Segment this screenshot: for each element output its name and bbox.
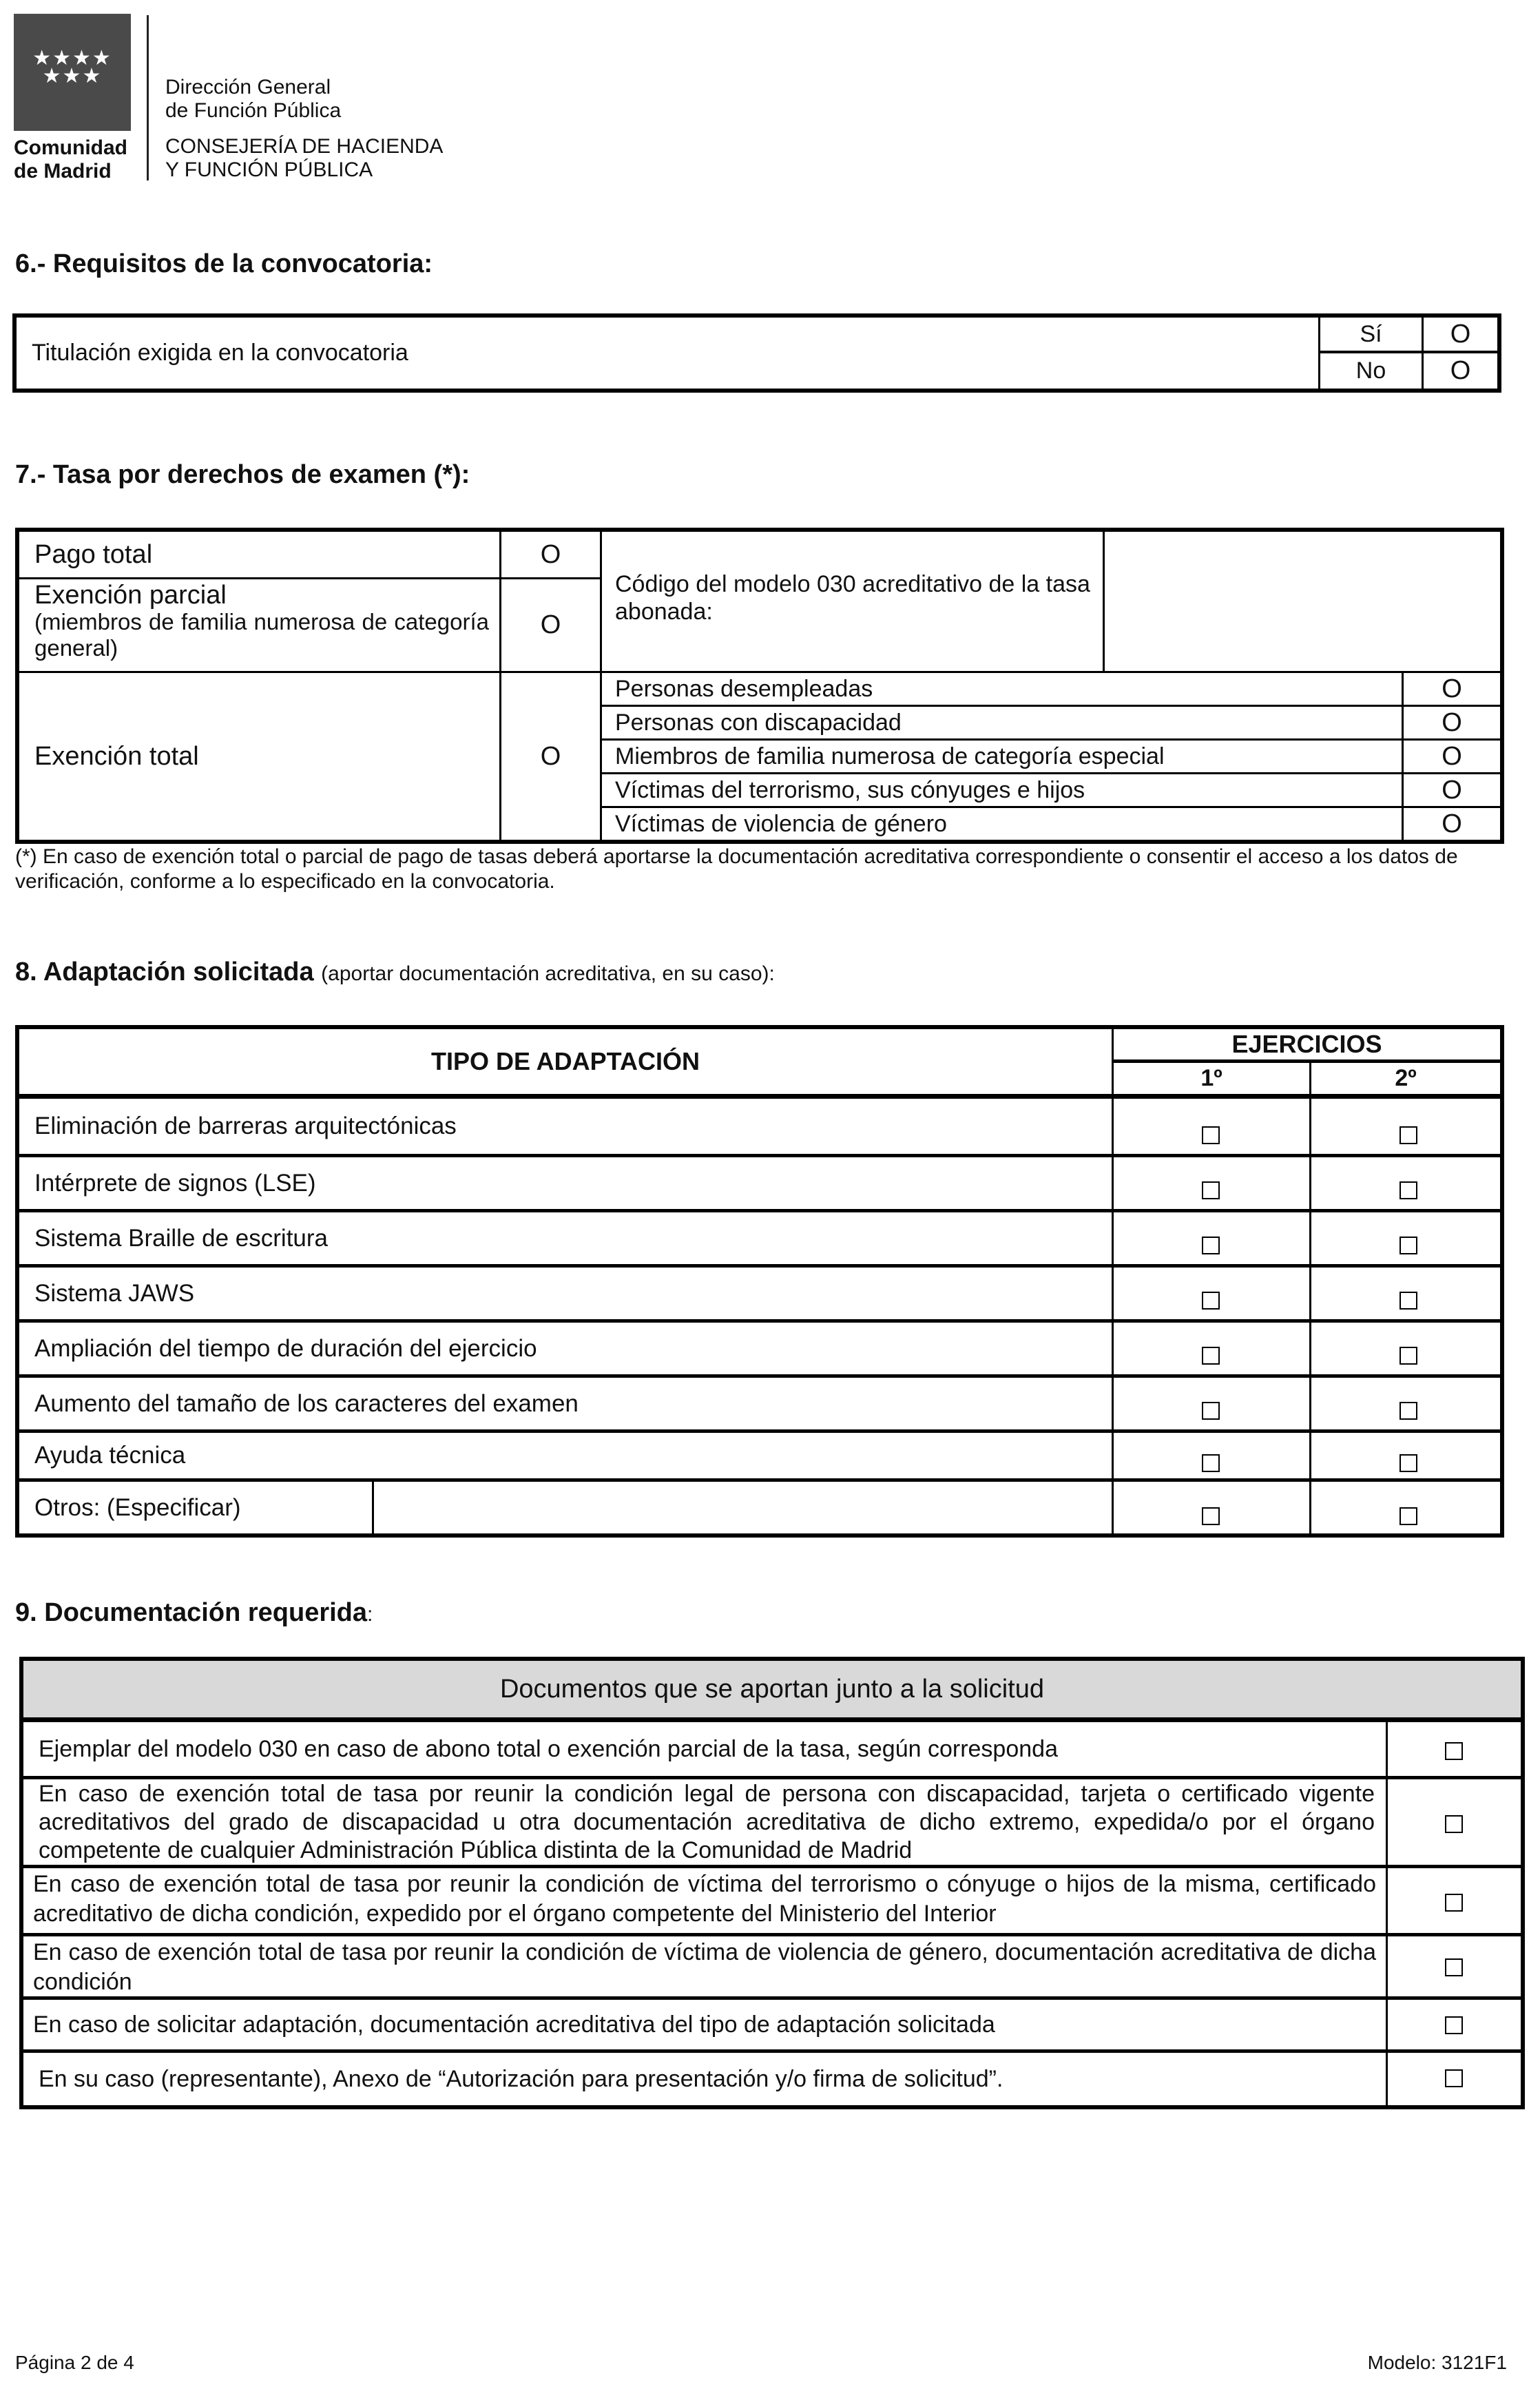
adaptacion-doc-checkbox[interactable] (1445, 2016, 1463, 2034)
terrorismo-radio[interactable]: O (1442, 775, 1462, 805)
barreras-ej2-checkbox[interactable] (1399, 1126, 1417, 1144)
dept-line-1: Dirección General (165, 76, 331, 99)
exencion-option-label: Miembros de familia numerosa de categoría especial (615, 743, 1165, 769)
ampliacion-tiempo-ej2-checkbox[interactable] (1399, 1347, 1417, 1365)
braille-ej1-checkbox[interactable] (1202, 1237, 1220, 1254)
consejeria-line-2: Y FUNCIÓN PÚBLICA (165, 158, 373, 181)
adaptacion-row-label: Otros: (Especificar) (34, 1493, 241, 1521)
col-tipo-adaptacion: TIPO DE ADAPTACIÓN (430, 1047, 700, 1075)
adaptacion-row-label: Sistema JAWS (34, 1279, 195, 1307)
col-ejercicio-1: 1º (1200, 1065, 1222, 1091)
tasa-table (15, 528, 1504, 844)
consejeria-line-1: CONSEJERÍA DE HACIENDA (165, 135, 444, 158)
documento-row-label: En su caso (representante), Anexo de “Autorización para presentación y/o firma de solicitud”. (39, 2065, 1003, 2092)
adaptacion-row-label: Ampliación del tiempo de duración del ejercicio (34, 1334, 537, 1362)
exencion-parcial-label (34, 581, 489, 661)
documento-row-label: En caso de solicitar adaptación, documentación acreditativa del tipo de adaptación solicitada (33, 2011, 995, 2038)
section-7-title: 7.- Tasa por derechos de examen (*): (15, 460, 470, 489)
si-radio[interactable]: O (1450, 319, 1471, 349)
pago-total-radio[interactable]: O (540, 539, 561, 569)
section-9-title-main: 9. Documentación requerida (15, 1598, 368, 1627)
adaptacion-table (15, 1025, 1504, 1538)
jaws-ej1-checkbox[interactable] (1202, 1292, 1220, 1310)
exencion-parcial-sublabel: (miembros de familia numerosa de categoría general) (34, 609, 489, 661)
section-8-title-sub: (aportar documentación acreditativa, en su caso): (321, 962, 775, 985)
familia-numerosa-especial-radio[interactable]: O (1442, 741, 1462, 771)
otros-ej1-checkbox[interactable] (1202, 1507, 1220, 1525)
exencion-option-label: Personas con discapacidad (615, 709, 902, 736)
titulacion-label: Titulación exigida en la convocatoria (32, 340, 408, 366)
tamano-caracteres-ej1-checkbox[interactable] (1202, 1402, 1220, 1420)
brand-line-2: de Madrid (14, 160, 112, 183)
section-8-title-main: 8. Adaptación solicitada (15, 958, 314, 986)
tamano-caracteres-ej2-checkbox[interactable] (1399, 1402, 1417, 1420)
ayuda-tecnica-ej1-checkbox[interactable] (1202, 1454, 1220, 1472)
lse-ej1-checkbox[interactable] (1202, 1181, 1220, 1199)
documento-row-label: En caso de exención total de tasa por reunir la condición de víctima de violencia de género, documentación acreditativa de dicha condición (33, 1939, 1376, 1995)
ampliacion-tiempo-ej1-checkbox[interactable] (1202, 1347, 1220, 1365)
discapacidad-radio[interactable]: O (1442, 707, 1462, 737)
exencion-total-label: Exención total (34, 741, 199, 771)
page-number: Página 2 de 4 (15, 2352, 134, 2373)
exencion-option-label: Personas desempleadas (615, 675, 873, 702)
pago-total-label: Pago total (34, 539, 153, 569)
exencion-option-label: Víctimas del terrorismo, sus cónyuges e hijos (615, 776, 1085, 803)
violencia-genero-doc-checkbox[interactable] (1445, 1958, 1463, 1976)
col-ejercicios: EJERCICIOS (1231, 1030, 1382, 1058)
stars-row-2: ★★★ (42, 65, 103, 87)
adaptacion-row-label: Intérprete de signos (LSE) (34, 1169, 316, 1197)
tasa-footnote: (*) En caso de exención total o parcial de pago de tasas deberá aportarse la documentación acreditativa correspondiente o consentir el acceso a los datos de verificación, conforme a lo especificado en la convocatoria. (15, 845, 1458, 893)
terrorismo-doc-checkbox[interactable] (1445, 1894, 1463, 1912)
documentos-header: Documentos que se aportan junto a la solicitud (23, 1661, 1521, 1717)
discapacidad-doc-checkbox[interactable] (1445, 1815, 1463, 1833)
representante-anexo-checkbox[interactable] (1445, 2069, 1463, 2087)
col-ejercicio-2: 2º (1395, 1065, 1417, 1091)
requisitos-table (12, 313, 1501, 393)
brand-name (14, 136, 127, 183)
section-9-title-colon: : (367, 1603, 373, 1626)
consejeria-name (165, 135, 443, 182)
otros-ej2-checkbox[interactable] (1399, 1507, 1417, 1525)
exencion-parcial-title: Exención parcial (34, 581, 227, 610)
dept-line-2: de Función Pública (165, 99, 342, 122)
department-name (165, 76, 341, 123)
adaptacion-row-label: Eliminación de barreras arquitectónicas (34, 1113, 457, 1139)
stars-row-1: ★★★★ (32, 47, 112, 70)
jaws-ej2-checkbox[interactable] (1399, 1292, 1417, 1310)
barreras-ej1-checkbox[interactable] (1202, 1126, 1220, 1144)
ayuda-tecnica-ej2-checkbox[interactable] (1399, 1454, 1417, 1472)
logo (14, 14, 131, 131)
no-radio[interactable]: O (1450, 356, 1471, 385)
braille-ej2-checkbox[interactable] (1399, 1237, 1417, 1254)
desempleadas-radio[interactable]: O (1442, 674, 1462, 703)
violencia-genero-radio[interactable]: O (1442, 809, 1462, 838)
codigo-030-label: Código del modelo 030 acreditativo de la tasa abonada: (615, 571, 1090, 625)
adaptacion-row-label: Ayuda técnica (34, 1442, 186, 1469)
modelo-code: Modelo: 3121F1 (1367, 2352, 1507, 2373)
documentacion-table (19, 1657, 1525, 2109)
section-8-title (15, 958, 775, 987)
adaptacion-row-label: Sistema Braille de escritura (34, 1224, 328, 1252)
documento-row-label: En caso de exención total de tasa por reunir la condición legal de persona con discapacidad, tarjeta o certificado vigente acreditativos del grado de discapacidad u otra documentación acreditativa de dicho extremo, expedida/o por el órgano competente de cualquier Administración Pública distinta de la Comunidad de Madrid (39, 1781, 1375, 1863)
stars-icon (14, 14, 131, 131)
si-label: Sí (1360, 320, 1382, 347)
adaptacion-row-label: Aumento del tamaño de los caracteres del examen (34, 1389, 579, 1417)
brand-line-1: Comunidad (14, 136, 127, 159)
lse-ej2-checkbox[interactable] (1399, 1181, 1417, 1199)
documento-row-label: En caso de exención total de tasa por reunir la condición de víctima del terrorismo o cónyuge o hijos de la misma, certificado acreditativo de dicha condición, expedido por el órgano competente del Ministerio del Interior (33, 1871, 1376, 1927)
otros-especificar-input[interactable] (374, 1482, 1112, 1533)
codigo-030-input[interactable] (1105, 532, 1500, 671)
section-6-title: 6.- Requisitos de la convocatoria: (15, 249, 433, 278)
no-label: No (1355, 358, 1386, 384)
documento-row-label: Ejemplar del modelo 030 en caso de abono total o exención parcial de la tasa, según corresponda (39, 1735, 1058, 1762)
modelo-030-checkbox[interactable] (1445, 1742, 1463, 1760)
exencion-parcial-radio[interactable]: O (540, 610, 561, 639)
header-divider (147, 15, 149, 180)
exencion-option-label: Víctimas de violencia de género (615, 810, 947, 837)
section-9-title (15, 1598, 373, 1628)
exencion-total-radio[interactable]: O (540, 741, 561, 771)
